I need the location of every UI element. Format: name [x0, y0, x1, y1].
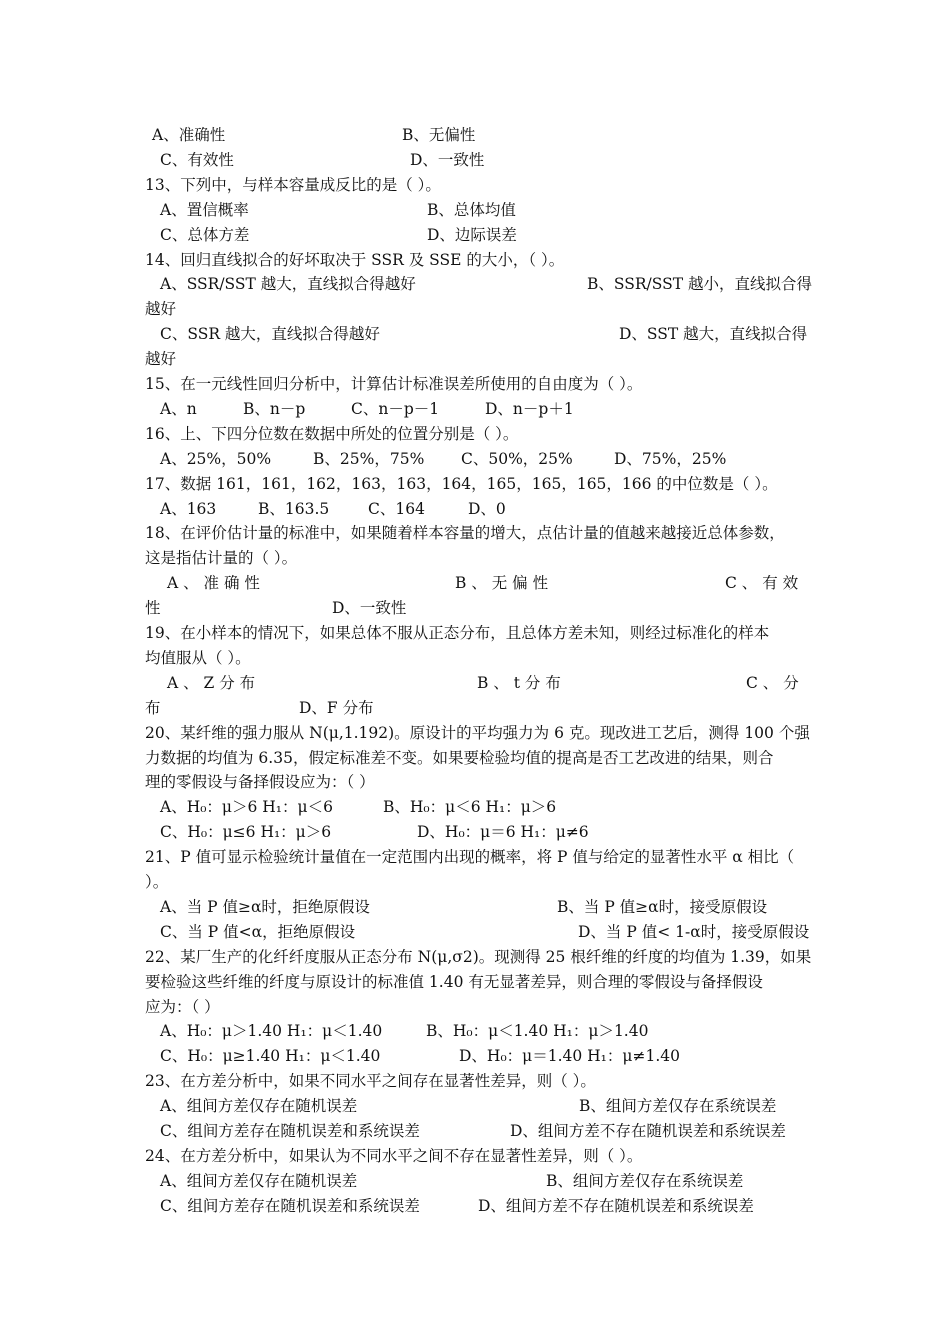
- option-text: C、164: [368, 499, 425, 518]
- question-text: 15、在一元线性回归分析中，计算估计标准误差所使用的自由度为（ ）。: [145, 375, 643, 393]
- question-line: [145, 870, 807, 895]
- option-text: C、组间方差存在随机误差和系统误差: [160, 1196, 420, 1215]
- option-text: B、25%，75%: [313, 449, 425, 468]
- question-text: 越好: [145, 350, 177, 369]
- question-text: 这是指估计量的（ ）。: [145, 549, 298, 568]
- question-text: 17、数据 161，161，162，163，163，164，165，165，165，166 的中位数是（ ）。: [145, 474, 778, 493]
- option-text: C、H₀：μ≥1.40 H₁：μ＜1.40: [160, 1047, 381, 1066]
- option-line: [145, 123, 807, 148]
- option-text: C 、 有 效: [725, 574, 799, 593]
- question-line: [145, 945, 812, 970]
- option-text: B、当 P 值≥α时，接受原假设: [557, 897, 768, 916]
- option-text: A、163: [160, 499, 217, 518]
- option-line: [145, 571, 807, 596]
- question-text: 均值服从（ ）。: [145, 648, 251, 667]
- option-line: [145, 895, 807, 920]
- option-line: [145, 397, 807, 422]
- question-text: 应为：（ ）: [145, 997, 220, 1016]
- option-line: [145, 223, 807, 248]
- question-line: [145, 521, 807, 546]
- option-text: A、置信概率: [160, 200, 249, 219]
- option-line: [145, 920, 810, 945]
- question-text: 20、某纤维的强力服从 N(μ,1.192)。原设计的平均强力为 6 克。现改进工艺后，测得 100 个强: [145, 723, 810, 742]
- question-text: 19、在小样本的情况下，如果总体不服从正态分布，且总体方差未知，则经过标准化的样本: [145, 624, 770, 642]
- question-line: [145, 770, 807, 795]
- option-text: B、总体均值: [427, 200, 516, 219]
- option-line: [145, 148, 807, 173]
- question-text: 理的零假设与备择假设应为：（ ）: [145, 773, 375, 792]
- option-text: B、H₀：μ＜6 H₁：μ＞6: [383, 798, 557, 817]
- option-text: A 、 准 确 性: [167, 574, 260, 593]
- option-line: [145, 322, 807, 347]
- option-line: [145, 447, 807, 472]
- option-line: [145, 1019, 807, 1044]
- question-text: 要检验这些纤维的纤度与原设计的标准值 1.40 有无显著差异，则合理的零假设与备择假设: [145, 972, 763, 991]
- question-text: D、F 分布: [299, 698, 374, 717]
- option-text: B 、 无 偏 性: [455, 574, 549, 593]
- option-text: B、163.5: [258, 499, 330, 518]
- question-line: [145, 696, 807, 721]
- question-text: 越好: [145, 300, 177, 319]
- question-line: [145, 372, 807, 397]
- question-line: [145, 746, 807, 771]
- option-text: D、SST 越大，直线拟合得: [619, 325, 808, 344]
- question-text: 14、回归直线拟合的好坏取决于 SSR 及 SSE 的大小，（ ）。: [145, 250, 565, 269]
- question-text: 13、下列中，与样本容量成反比的是（ ）。: [145, 175, 441, 194]
- option-text: C、H₀：μ≤6 H₁：μ＞6: [160, 823, 332, 842]
- option-line: [145, 1119, 807, 1144]
- option-text: D、边际误差: [427, 225, 517, 244]
- question-text: 18、在评价估计量的标准中，如果随着样本容量的增大，点估计量的值越来越接近总体参数，: [145, 524, 785, 543]
- option-line: [145, 671, 807, 696]
- question-line: [145, 546, 807, 571]
- option-text: B、组间方差仅存在系统误差: [546, 1171, 744, 1190]
- option-text: C 、 分: [746, 673, 799, 692]
- option-text: A 、 Z 分 布: [167, 673, 256, 692]
- option-text: B、组间方差仅存在系统误差: [579, 1097, 777, 1116]
- question-line: [145, 248, 807, 273]
- option-text: C、当 P 值<α，拒绝原假设: [160, 922, 356, 941]
- option-text: A、H₀：μ＞1.40 H₁：μ＜1.40: [160, 1022, 383, 1041]
- option-text: A、组间方差仅存在随机误差: [160, 1171, 358, 1190]
- option-line: [145, 1194, 807, 1219]
- question-text: 23、在方差分析中，如果不同水平之间存在显著性差异，则（ ）。: [145, 1072, 596, 1091]
- question-text: 24、在方差分析中，如果认为不同水平之间不存在显著性差异，则（ ）。: [145, 1146, 643, 1165]
- option-text: D、n－p＋1: [485, 399, 574, 418]
- option-text: C、SSR 越大，直线拟合得越好: [160, 325, 380, 344]
- option-text: A、n: [160, 399, 197, 418]
- question-text: 22、某厂生产的化纤纤度服从正态分布 N(μ,σ2)。现测得 25 根纤维的纤度的均值为 1.39，如果: [145, 947, 812, 966]
- option-text: C、有效性: [160, 150, 234, 169]
- question-line: [145, 845, 807, 870]
- option-text: A、组间方差仅存在随机误差: [160, 1097, 358, 1116]
- option-text: C、总体方差: [160, 225, 250, 244]
- option-text: A、25%，50%: [160, 449, 272, 468]
- option-text: A、当 P 值≥α时，拒绝原假设: [160, 897, 370, 916]
- question-text: ）。: [145, 873, 169, 891]
- question-line: [145, 347, 807, 372]
- option-line: [145, 198, 807, 223]
- question-line: [145, 621, 807, 646]
- question-line: [145, 646, 807, 671]
- question-line: [145, 721, 810, 746]
- option-text: D、当 P 值< 1-α时，接受原假设: [578, 922, 810, 941]
- question-text: 布: [145, 698, 161, 717]
- option-text: A、准确性: [152, 126, 226, 144]
- option-line: [145, 272, 812, 297]
- option-text: A、H₀：μ＞6 H₁：μ＜6: [160, 798, 333, 817]
- option-line: [145, 1094, 807, 1119]
- option-text: D、一致性: [410, 150, 485, 169]
- option-text: D、H₀：μ＝6 H₁：μ≠6: [417, 823, 589, 842]
- option-line: [145, 795, 807, 820]
- option-text: D、75%，25%: [614, 449, 727, 468]
- option-text: D、组间方差不存在随机误差和系统误差: [478, 1196, 754, 1215]
- question-line: [145, 173, 807, 198]
- option-text: D、0: [468, 499, 506, 518]
- question-line: [145, 596, 807, 621]
- question-line: [145, 1069, 807, 1094]
- option-text: A、SSR/SST 越大，直线拟合得越好: [160, 275, 416, 294]
- option-text: D、H₀：μ＝1.40 H₁：μ≠1.40: [459, 1047, 680, 1066]
- question-line: [145, 472, 807, 497]
- option-text: B 、 t 分 布: [477, 673, 561, 692]
- question-line: [145, 297, 807, 322]
- option-text: B、无偏性: [402, 126, 476, 144]
- option-text: C、n－p－1: [351, 399, 440, 418]
- option-line: [145, 1044, 807, 1069]
- option-text: C、50%，25%: [461, 449, 573, 468]
- question-text: 力数据的均值为 6.35，假定标准差不变。如果要检验均值的提高是否工艺改进的结果，则合: [145, 748, 774, 767]
- option-line: [145, 497, 807, 522]
- option-text: B、H₀：μ＜1.40 H₁：μ＞1.40: [426, 1022, 649, 1041]
- question-line: [145, 422, 807, 447]
- option-line: [145, 820, 807, 845]
- option-text: B、n－p: [243, 399, 306, 418]
- question-line: [145, 970, 807, 995]
- option-text: D、组间方差不存在随机误差和系统误差: [510, 1122, 786, 1140]
- question-text: 性: [145, 599, 161, 618]
- question-text: 16、上、下四分位数在数据中所处的位置分别是（ ）。: [145, 424, 519, 443]
- question-line: [145, 1144, 807, 1169]
- question-line: [145, 995, 807, 1020]
- question-text: 21、P 值可显示检验统计量值在一定范围内出现的概率，将 P 值与给定的显著性水平 α 相比（: [145, 848, 795, 867]
- option-text: B、SSR/SST 越小，直线拟合得: [587, 275, 812, 294]
- option-line: [145, 1169, 807, 1194]
- question-text: D、一致性: [332, 599, 407, 618]
- option-text: C、组间方差存在随机误差和系统误差: [160, 1122, 420, 1140]
